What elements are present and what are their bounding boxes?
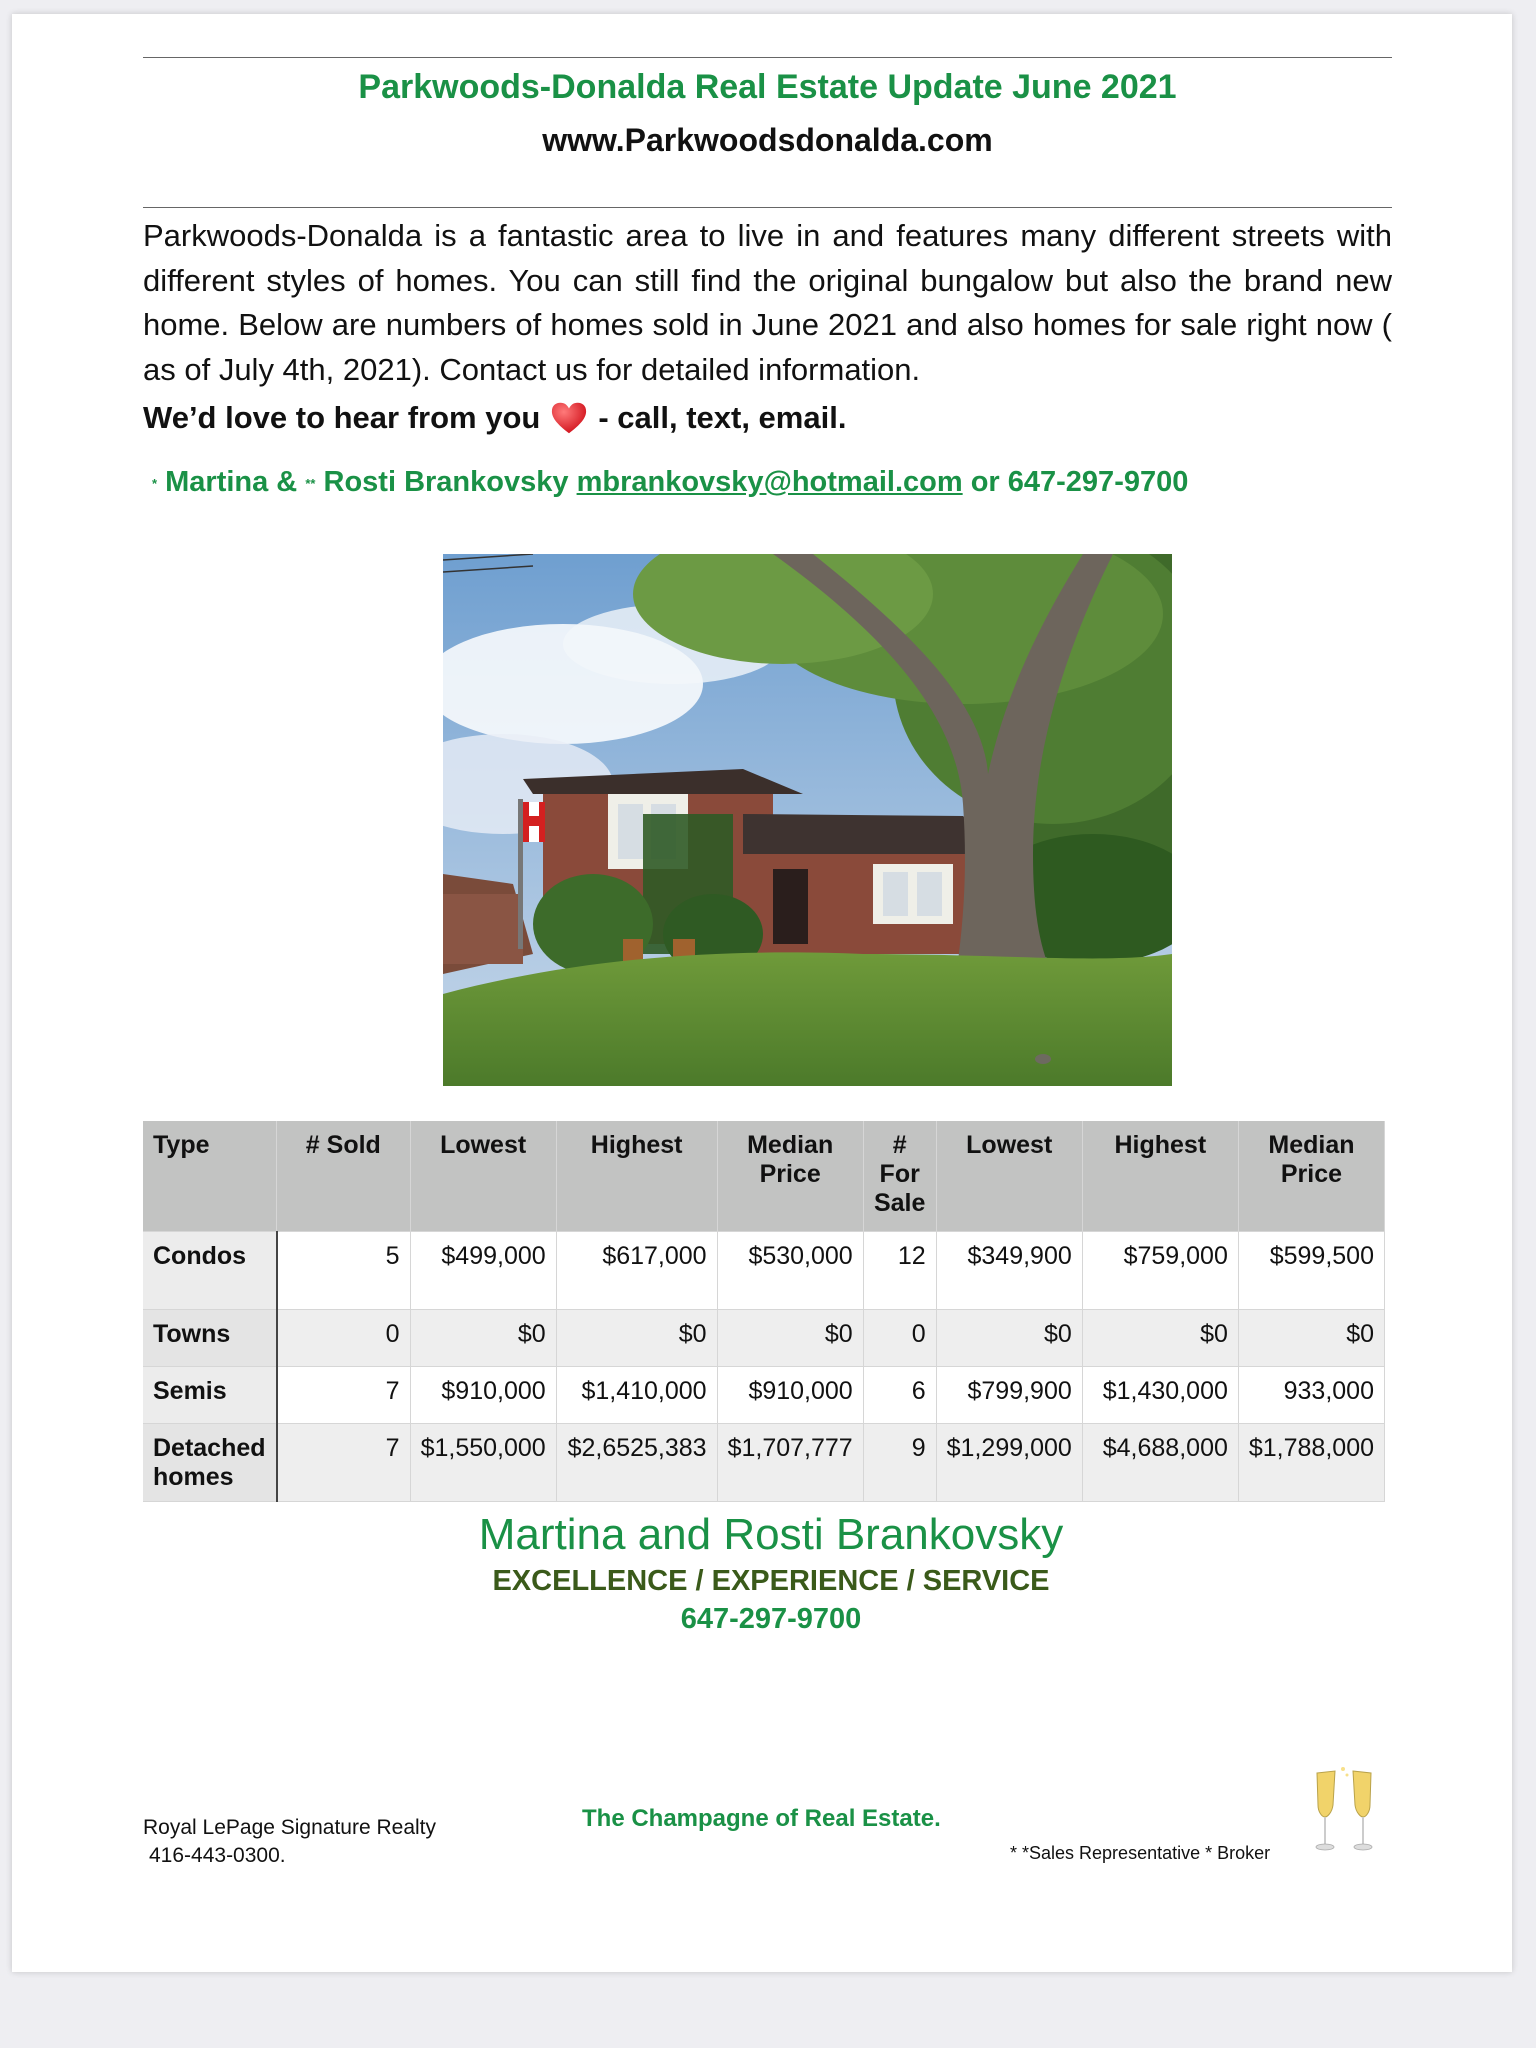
slogan: The Champagne of Real Estate. <box>582 1805 941 1832</box>
table-cell: $499,000 <box>410 1232 556 1310</box>
table-row <box>143 1310 1385 1367</box>
intro-paragraph: Parkwoods-Donalda is a fantastic area to live in and features many different streets with different styles of homes. You can still find the original bungalow but also the brand new home. Below are numbers of homes sold in June 2021 and also homes for sale right now ( as of July 4th, 2021). Contact us for detailed information. <box>143 218 1392 387</box>
header-highest-listed: Highest <box>1082 1121 1238 1232</box>
table-cell: 7 <box>277 1424 411 1502</box>
table-cell: $1,430,000 <box>1082 1367 1238 1424</box>
table-cell: 0 <box>863 1310 936 1367</box>
table-cell: 7 <box>277 1367 411 1424</box>
table-cell: $0 <box>410 1310 556 1367</box>
contact-invite <box>143 400 846 436</box>
table-header-row <box>143 1121 1385 1232</box>
marker-broker: * <box>152 475 158 491</box>
sales-stats-table <box>143 1121 1385 1502</box>
heart-icon <box>550 400 588 436</box>
header-lowest-listed: Lowest <box>936 1121 1082 1232</box>
table-cell: 12 <box>863 1232 936 1310</box>
table-cell: $799,900 <box>936 1367 1082 1424</box>
table-cell: $1,410,000 <box>556 1367 717 1424</box>
table-cell: 9 <box>863 1424 936 1502</box>
invite-text-start: We’d love to hear from you <box>143 400 541 435</box>
header-highest-sold: Highest <box>556 1121 717 1232</box>
table-cell: $910,000 <box>410 1367 556 1424</box>
row-type: Semis <box>143 1367 277 1424</box>
table-row <box>143 1424 1385 1502</box>
header-median-sold: Median Price <box>717 1121 863 1232</box>
email-link[interactable]: mbrankovsky@hotmail.com <box>576 466 963 498</box>
contact-line <box>152 466 1188 499</box>
brokerage-phone: 416-443-0300. <box>149 1844 286 1867</box>
invite-text-end: - call, text, email. <box>598 400 847 435</box>
website-url: www.Parkwoodsdonalda.com <box>542 122 993 158</box>
table-cell: 5 <box>277 1232 411 1310</box>
brokerage-name: Royal LePage Signature Realty <box>143 1816 437 1839</box>
table-cell: $1,707,777 <box>717 1424 863 1502</box>
top-rule <box>143 57 1392 58</box>
table-cell: $2,6525,383 <box>556 1424 717 1502</box>
table-cell: $349,900 <box>936 1232 1082 1310</box>
table-cell: 6 <box>863 1367 936 1424</box>
champagne-glasses-icon <box>1309 1765 1381 1861</box>
header-median-listed: Median Price <box>1238 1121 1384 1232</box>
brokerage-block <box>143 1814 436 1870</box>
header-for-sale: # For Sale <box>863 1121 936 1232</box>
row-type: Condos <box>143 1232 277 1310</box>
table-cell: $4,688,000 <box>1082 1424 1238 1502</box>
agent-names: Martina and Rosti Brankovsky <box>478 1510 1064 1559</box>
table-cell: $530,000 <box>717 1232 863 1310</box>
row-type: Detached homes <box>143 1424 277 1502</box>
contact-name-rosti: Rosti Brankovsky <box>323 466 569 498</box>
table-cell: $617,000 <box>556 1232 717 1310</box>
table-cell: 933,000 <box>1238 1367 1384 1424</box>
marker-sales-rep: ** <box>305 475 316 491</box>
table-cell: $0 <box>1082 1310 1238 1367</box>
agent-phone: 647-297-9700 <box>680 1603 862 1635</box>
table-row <box>143 1367 1385 1424</box>
table-cell: 0 <box>277 1310 411 1367</box>
page-title: Parkwoods-Donalda Real Estate Update June 2021 <box>358 68 1177 106</box>
contact-name-martina: Martina & <box>165 466 298 498</box>
table-cell: $0 <box>1238 1310 1384 1367</box>
table-cell: $1,788,000 <box>1238 1424 1384 1502</box>
table-cell: $759,000 <box>1082 1232 1238 1310</box>
table-cell: $0 <box>936 1310 1082 1367</box>
table-cell: $1,299,000 <box>936 1424 1082 1502</box>
contact-phone: or 647-297-9700 <box>970 466 1189 498</box>
table-cell: $1,550,000 <box>410 1424 556 1502</box>
table-cell: $0 <box>556 1310 717 1367</box>
table-cell: $910,000 <box>717 1367 863 1424</box>
table-cell: $599,500 <box>1238 1232 1384 1310</box>
intro-rule <box>143 207 1392 208</box>
header-lowest-sold: Lowest <box>410 1121 556 1232</box>
title-legend: * *Sales Representative * Broker <box>1010 1843 1271 1863</box>
agent-tagline: EXCELLENCE / EXPERIENCE / SERVICE <box>492 1565 1050 1597</box>
house-photo <box>443 554 1172 1086</box>
header-type: Type <box>143 1121 277 1232</box>
row-type: Towns <box>143 1310 277 1367</box>
table-cell: $0 <box>717 1310 863 1367</box>
table-row <box>143 1232 1385 1310</box>
header-sold: # Sold <box>277 1121 411 1232</box>
